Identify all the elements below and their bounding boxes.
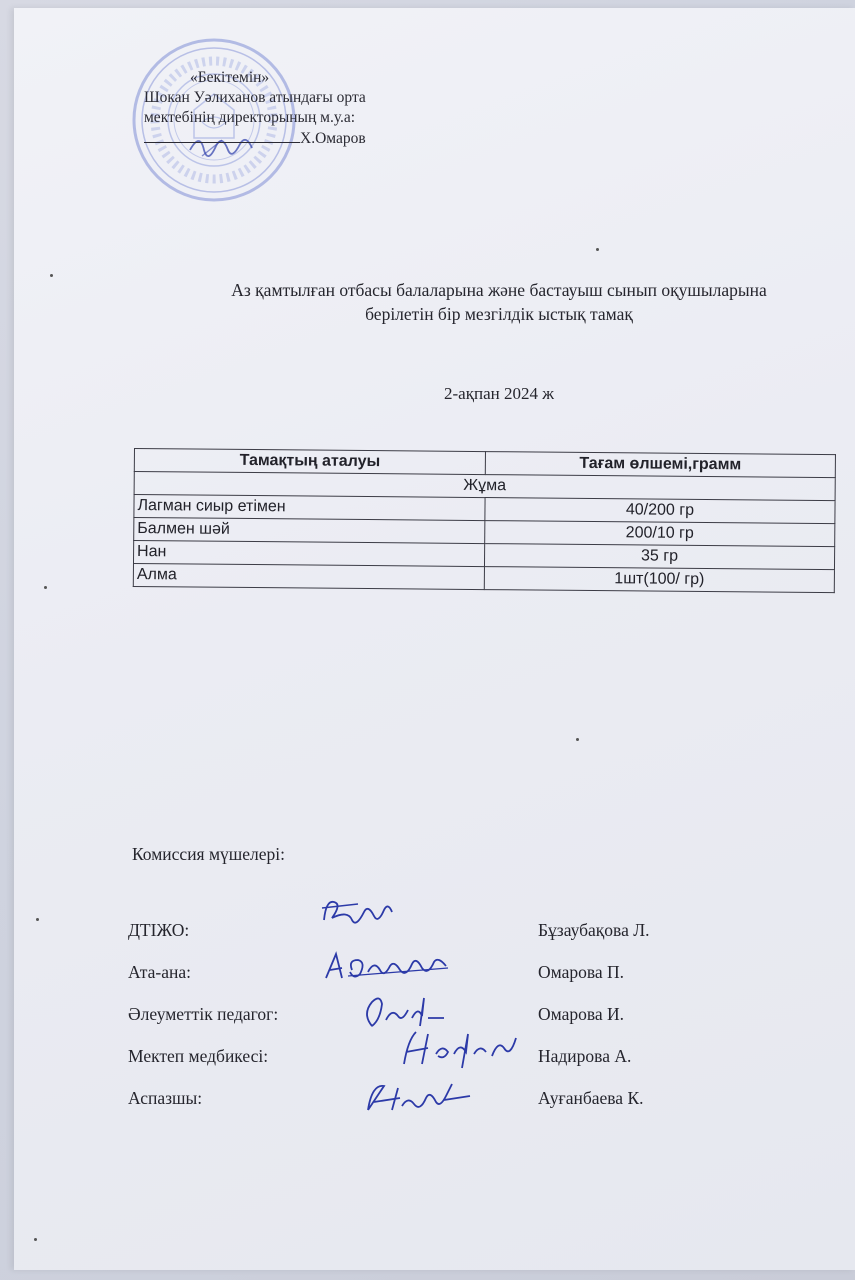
member-name: Омарова П. xyxy=(538,962,625,982)
dish-name: Лагман сиыр етімен xyxy=(134,495,485,521)
member-signature xyxy=(358,1076,478,1122)
day-label: Жұма xyxy=(134,472,835,501)
approval-position: мектебінің директорының м.у.а: xyxy=(144,109,356,126)
title-line-2: берілетін бір мезгілдік ыстық тамақ xyxy=(365,304,633,324)
member-name: Бұзаубақова Л. xyxy=(538,920,650,940)
dish-amount: 200/10 гр xyxy=(485,521,835,547)
header-dish-name: Тамақтың аталуы xyxy=(134,449,485,475)
dish-name: Нан xyxy=(133,541,484,567)
dish-amount: 35 гр xyxy=(484,544,834,570)
document-date: 2-ақпан 2024 ж xyxy=(444,384,554,403)
approval-heading: «Бекітемін» xyxy=(190,69,270,86)
dish-name: Алма xyxy=(133,563,484,589)
paper-speck xyxy=(36,918,39,921)
approval-school: Шокан Уәлиханов атындағы орта xyxy=(144,89,366,106)
member-role: ДТІЖО: xyxy=(128,920,190,940)
approval-signer-row xyxy=(144,128,366,149)
title-line-1: Аз қамтылған отбасы балаларына және бастауыш сынып оқушыларына xyxy=(231,280,767,300)
member-name: Надирова А. xyxy=(538,1046,632,1066)
commission-heading: Комиссия мүшелері: xyxy=(132,844,286,864)
paper-speck xyxy=(34,1238,37,1241)
paper-speck xyxy=(44,586,47,589)
paper-speck xyxy=(50,274,53,277)
header-portion-size: Тағам өлшемі,грамм xyxy=(485,452,835,478)
signature-line xyxy=(144,128,300,143)
member-role: Әлеуметтік педагог: xyxy=(128,1004,279,1024)
member-role: Ата-ана: xyxy=(128,962,191,982)
document-title xyxy=(114,278,855,326)
member-role: Мектеп медбикесі: xyxy=(128,1046,269,1066)
member-role: Аспазшы: xyxy=(128,1088,203,1108)
dish-name: Балмен шәй xyxy=(134,518,485,544)
member-signature xyxy=(318,890,408,940)
table-row xyxy=(133,563,834,592)
commission-member xyxy=(128,962,828,992)
approval-block xyxy=(144,68,366,149)
member-name: Ауғанбаева К. xyxy=(538,1088,644,1108)
member-name: Омарова И. xyxy=(538,1004,625,1024)
dish-amount: 1шт(100/ гр) xyxy=(484,567,834,593)
paper-speck xyxy=(576,738,579,741)
paper-speck xyxy=(596,248,599,251)
member-signature xyxy=(398,1024,528,1074)
approval-signer: Х.Омаров xyxy=(300,130,366,147)
member-signature xyxy=(318,946,458,990)
commission-member xyxy=(128,1088,828,1118)
commission-member xyxy=(128,1046,828,1076)
document-sheet xyxy=(14,8,855,1270)
commission-member xyxy=(128,920,828,950)
dish-amount: 40/200 гр xyxy=(485,498,835,524)
menu-table xyxy=(133,448,836,593)
